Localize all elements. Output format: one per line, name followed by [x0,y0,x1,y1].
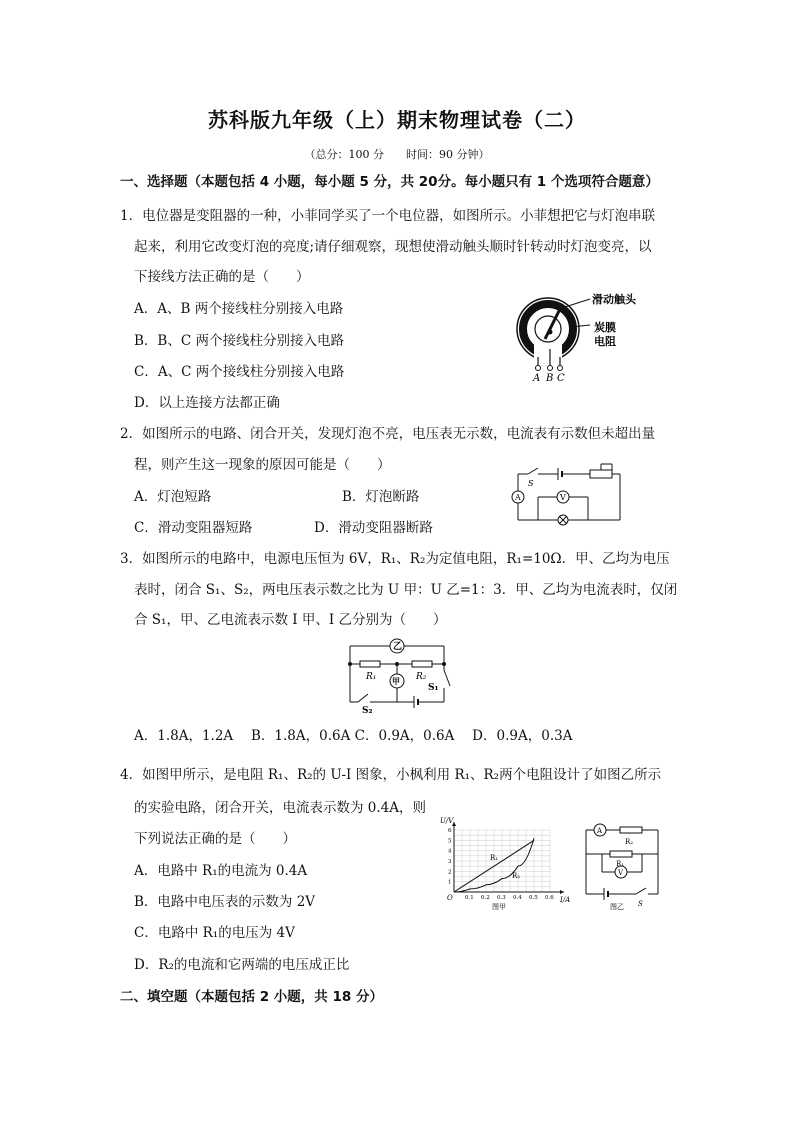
series-r2-label: R₂ [512,872,521,880]
terminal-c-label: C [557,373,565,384]
q4-line-3: 下列说法正确的是（ ） [134,831,296,847]
q2-line-2: 程，则产生这一现象的原因可能是（ ） [134,457,391,473]
meter-yi-label: 乙 [393,642,403,652]
q4-option-b: B．电路中电压表的示数为 2V [134,894,316,910]
y-tick-label: 4 [448,848,452,855]
y-axis-label: U/V [440,817,454,825]
y-tick-label: 2 [448,869,452,876]
x-tick-label: 0.5 [529,895,538,901]
q1-option-d: D．以上连接方法都正确 [134,395,280,411]
potentiometer-figure [508,287,688,387]
q2-option-b: B．灯泡断路 [342,489,420,505]
y-tick-label: 1 [448,879,452,886]
q4-line-1: 4．如图甲所示，是电阻 R₁、R₂的 U-I 图象，小枫利用 R₁、R₂两个电阻设计了如图乙所示 [120,767,662,783]
q2-option-a: A．灯泡短路 [134,489,212,505]
exam-info: （总分：100 分 时间：90 分钟） [304,148,490,161]
s1-label: S₁ [428,683,439,693]
r2-label: R₂ [416,672,427,682]
y-tick-label: 5 [448,838,452,845]
q4-option-c: C．电路中 R₁的电压为 4V [134,925,295,941]
q2-line-1: 2．如图所示的电路、闭合开关，发现灯泡不亮，电压表无示数，电流表有示数但未超出量 [120,426,656,442]
s2-label: S₂ [362,706,373,714]
graph-ticks [448,828,554,901]
q1-line-3: 下接线方法正确的是（ ） [134,269,310,285]
circuit-caption: 图乙 [610,903,624,910]
q2-option-c: C．滑动变阻器短路 [134,520,253,536]
voltmeter-label: V [618,869,624,877]
r2-label: R₂ [625,838,634,846]
ammeter-label: A [597,827,603,835]
page-title: 苏科版九年级（上）期末物理试卷（二） [208,108,586,132]
q3-circuit-figure [342,634,462,714]
series-r1-label: R₁ [490,854,499,862]
q4-option-a: A．电路中 R₁的电流为 0.4A [134,863,308,879]
q4-circuit-figure [580,820,664,910]
origin-label: O [447,894,453,902]
switch-s-label: S [638,900,643,908]
q1-line-1: 1．电位器是变阻器的一种，小菲同学买了一个电位器，如图所示。小菲想把它与灯泡串联 [120,208,656,224]
q2-circuit-figure [506,462,626,528]
section-1-heading: 一、选择题（本题包括 4 小题，每小题 5 分，共 20分。每小题只有 1 个选项符合题意） [120,174,659,190]
terminal-a-label: A [533,373,541,384]
ui-graph-figure [436,814,572,910]
x-tick-label: 0.3 [497,895,506,901]
label-resistor: 电阻 [594,335,616,348]
q3-line-1: 3．如图所示的电路中，电源电压恒为 6V，R₁、R₂为定值电阻，R₁=10Ω．甲、乙均为电压 [120,551,670,567]
switch-s-label: S [528,479,534,488]
r1-label: R₁ [366,672,377,682]
y-tick-label: 6 [448,828,452,834]
voltmeter-label: V [560,493,566,502]
label-sliding-contact: 滑动触头 [592,293,636,306]
r1-label: R₁ [616,860,625,868]
q3-options: A．1.8A，1.2A B．1.8A，0.6A C．0.9A，0.6A D．0.9A，0.3A [134,728,573,744]
y-tick-label: 3 [448,859,452,865]
x-tick-label: 0.6 [545,895,554,901]
label-carbon-film: 炭膜 [594,321,616,334]
q1-option-c: C．A、C 两个接线柱分别接入电路 [134,364,345,380]
q3-line-3: 合 S₁，甲、乙电流表示数 I 甲、I 乙分别为（ ） [134,612,447,628]
terminal-b-label: B [546,373,554,384]
q1-option-a: A．A、B 两个接线柱分别接入电路 [134,301,344,317]
meter-jia-label: 甲 [392,676,400,686]
q2-option-d: D．滑动变阻器断路 [314,520,433,536]
section-2-heading: 二、填空题（本题包括 2 小题，共 18 分） [120,989,383,1005]
q3-line-2: 表时，闭合 S₁、S₂，两电压表示数之比为 U 甲：U 乙=1：3．甲、乙均为电流表时，仅闭 [134,582,678,598]
ammeter-label: A [515,493,521,502]
x-tick-label: 0.4 [513,895,522,901]
q1-option-b: B．B、C 两个接线柱分别接入电路 [134,333,344,349]
q1-line-2: 起来，利用它改变灯泡的亮度;请仔细观察，现想使滑动触头顺时针转动时灯泡变亮，以 [134,239,652,255]
q4-line-2: 的实验电路，闭合开关，电流表示数为 0.4A，则 [134,800,427,816]
x-axis-label: I/A [560,896,571,904]
x-tick-label: 0.2 [481,895,490,901]
q4-option-d: D．R₂的电流和它两端的电压成正比 [134,957,350,973]
x-tick-label: 0.1 [465,895,474,901]
graph-caption: 图甲 [492,903,506,910]
